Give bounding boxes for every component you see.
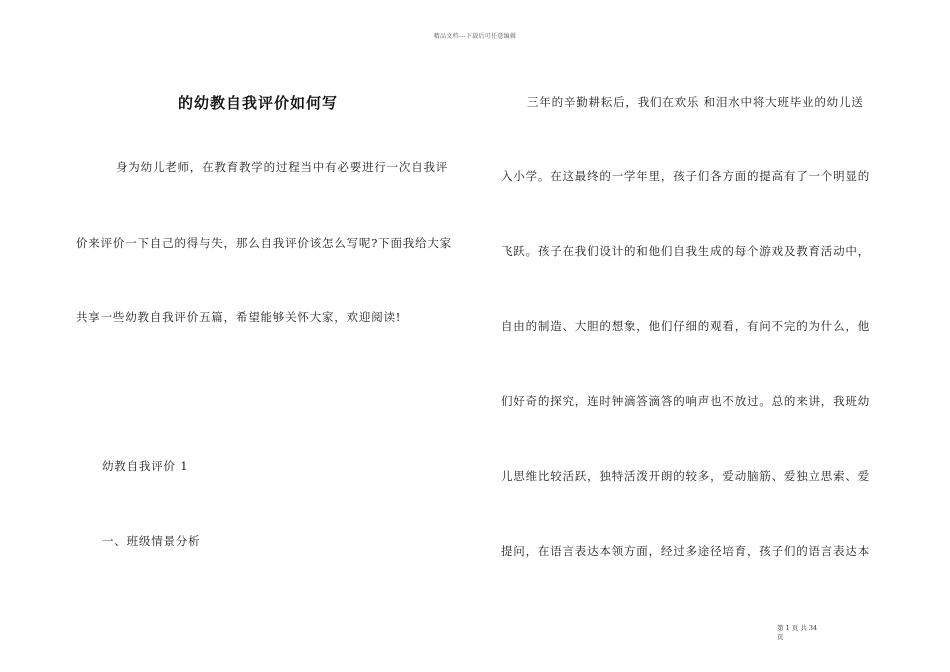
page-number: 第 1 页 共 34 [777,624,818,632]
page-number-suffix: 页 [777,633,784,641]
right-line-2: 入小学。在这最终的一学年里，孩子们各方面的提高有了一个明显的 [501,169,870,183]
right-line-4: 自由的制造、大胆的想象，他们仔细的观看，有问不完的为什么，他 [501,319,870,333]
right-line-7: 提问，在语言表达本领方面，经过多途径培育，孩子们的语言表达本 [501,544,870,558]
section-heading: 幼教自我评价 1 [102,459,189,473]
intro-line-1: 身为幼儿老师，在教育教学的过程当中有必要进行一次自我评 [116,160,449,174]
intro-line-2: 价来评价一下自己的得与失，那么自我评价该怎么写呢?下面我给大家 [76,236,452,250]
right-line-1: 三年的辛勤耕耘后，我们在欢乐 和泪水中将大班毕业的幼儿送 [527,95,864,109]
page-header: 精品文档---下载后可任意编辑 [433,33,517,40]
page-footer [777,624,817,642]
right-line-3: 飞跃。孩子在我们设计的和他们自我生成的每个游戏及教育活动中， [501,244,870,258]
document-title: 的幼教自我评价如何写 [178,94,339,112]
right-line-5: 们好奇的探究，连时钟滴答滴答的响声也不放过。总的来讲，我班幼 [501,394,870,408]
subheading: 一、班级情景分析 [102,534,201,548]
intro-line-3: 共享一些幼教自我评价五篇，希望能够关怀大家，欢迎阅读! [76,310,402,324]
right-line-6: 儿思维比较活跃，独特活泼开朗的较多，爱动脑筋、爱独立思索、爱 [501,469,870,483]
